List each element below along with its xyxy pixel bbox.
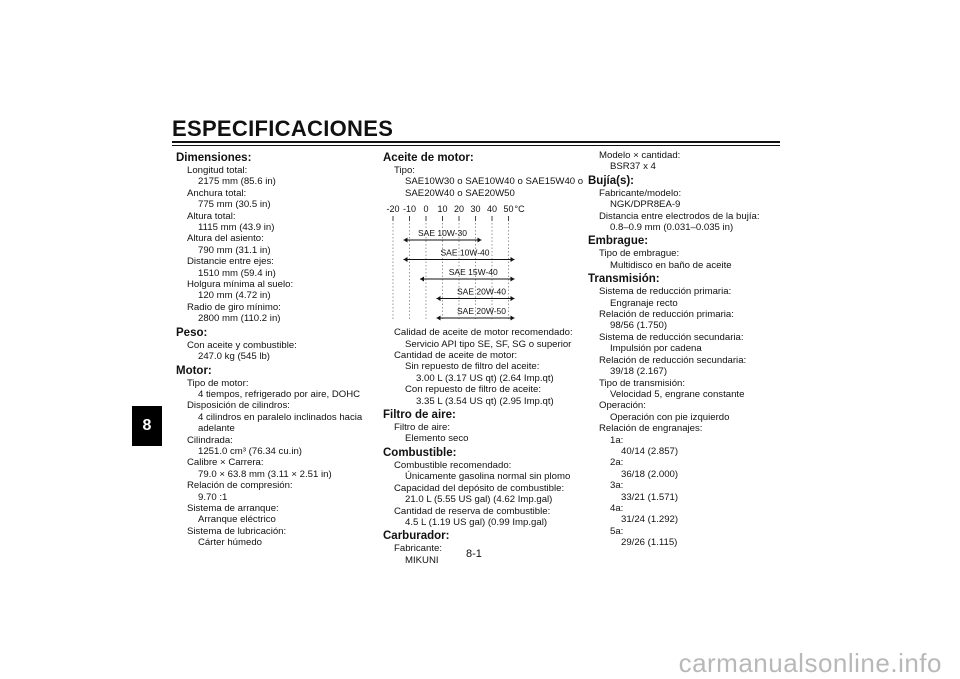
- spec-line: Con repuesto de filtro de aceite:: [405, 384, 541, 396]
- spec-line: Operación:: [599, 400, 646, 412]
- spec-line: 1251.0 cm³ (76.34 cu.in): [198, 445, 302, 457]
- temp-tick-label: 10: [437, 204, 448, 215]
- spec-line: 29/26 (1.115): [621, 537, 678, 549]
- spec-line: 39/18 (2.167): [610, 366, 668, 378]
- section-heading: Dimensiones:: [176, 152, 252, 164]
- spec-line: 247.0 kg (545 lb): [198, 351, 270, 363]
- section-heading: Transmisión:: [588, 273, 660, 286]
- chapter-tab: 8: [132, 406, 162, 446]
- spec-line: BSR37 x 4: [610, 161, 656, 173]
- spec-line: 2175 mm (85.6 in): [198, 176, 276, 188]
- oil-grade-arrow-right: [478, 238, 482, 243]
- spec-line: Tipo de transmisión:: [599, 377, 686, 389]
- spec-line: Relación de compresión:: [187, 480, 293, 492]
- spec-line: Tipo:: [394, 165, 415, 176]
- spec-line: Elemento seco: [405, 433, 469, 445]
- spec-line: 3a:: [610, 480, 624, 492]
- section-heading: Aceite de motor:: [383, 152, 474, 164]
- title-rule-thin: [172, 145, 780, 146]
- spec-line: Tipo de embrague:: [599, 248, 680, 260]
- spec-line: 2a:: [610, 457, 624, 469]
- spec-line: Altura total:: [187, 210, 236, 222]
- spec-line: Con aceite y combustible:: [187, 339, 297, 351]
- section-heading: Bujía(s):: [588, 174, 634, 187]
- spec-line: 4.5 L (1.19 US gal) (0.99 Imp.gal): [405, 516, 548, 528]
- spec-line: Longitud total:: [187, 165, 248, 176]
- spec-line: Multidisco en baño de aceite: [610, 259, 732, 271]
- spec-line: Cantidad de aceite de motor:: [394, 350, 518, 362]
- spec-line: Sistema de lubricación:: [187, 525, 287, 537]
- spec-line: Holgura mínima al suelo:: [187, 279, 294, 291]
- temp-tick-label: -10: [402, 204, 417, 215]
- spec-line: Relación de engranajes:: [599, 423, 703, 435]
- oil-grade-label: SAE 10W-30: [418, 228, 467, 239]
- spec-line: 1510 mm (59.4 in): [198, 267, 276, 279]
- spec-line: 5a:: [610, 525, 624, 537]
- oil-grade-label: SAE 20W-50: [457, 306, 506, 317]
- spec-line: 9.70 :1: [198, 491, 228, 503]
- section-heading: Peso:: [176, 326, 208, 339]
- spec-line: 790 mm (31.1 in): [198, 244, 271, 256]
- spec-line: 98/56 (1.750): [610, 320, 668, 332]
- oil-grade-arrow-left: [404, 257, 408, 262]
- spec-line: MIKUNI: [405, 554, 439, 566]
- oil-grade-arrow-left: [437, 316, 441, 321]
- spec-line: 1115 mm (43.9 in): [198, 222, 275, 234]
- spec-line: 3.35 L (3.54 US qt) (2.95 Imp.qt): [416, 395, 554, 407]
- oil-chart-svg: [383, 202, 563, 324]
- spec-line: 3.00 L (3.17 US qt) (2.64 Imp.qt): [416, 372, 554, 384]
- page-title: ESPECIFICACIONES: [172, 116, 394, 141]
- spec-line: Fabricante:: [394, 543, 442, 555]
- temp-tick-label: 0: [423, 204, 429, 215]
- temp-tick-label: -20: [386, 204, 400, 215]
- spec-line: 33/21 (1.571): [621, 491, 679, 503]
- spec-line: 1a:: [610, 434, 624, 446]
- spec-line: Capacidad del depósito de combustible:: [394, 482, 565, 494]
- spec-line: Radio de giro mínimo:: [187, 301, 281, 313]
- oil-grade-arrow-left: [404, 238, 408, 243]
- oil-grade-label: SAE 10W-40: [440, 247, 490, 258]
- oil-grade-arrow-right: [511, 316, 515, 321]
- section-heading: Embrague:: [588, 235, 649, 248]
- oil-grade-arrow-right: [511, 257, 515, 262]
- oil-grade-label: SAE 15W-40: [448, 267, 498, 278]
- spec-line: Modelo × cantidad:: [599, 150, 681, 161]
- spec-line: SAE20W40 o SAE20W50: [405, 187, 515, 199]
- spec-line: Relación de reducción secundaria:: [599, 354, 747, 366]
- spec-line: 120 mm (4.72 in): [198, 290, 271, 302]
- watermark: carmanualsonline.info: [678, 648, 942, 678]
- spec-line: 2800 mm (110.2 in): [198, 313, 281, 325]
- spec-line: Cárter húmedo: [198, 537, 262, 549]
- column-3: [588, 150, 788, 549]
- section-heading: Filtro de aire:: [383, 409, 456, 422]
- spec-line: 0.8–0.9 mm (0.031–0.035 in): [610, 222, 734, 234]
- spec-line: 4a:: [610, 502, 624, 514]
- spec-line: Calidad de aceite de motor recomendado:: [394, 327, 573, 339]
- oil-grade-arrow-right: [511, 277, 515, 282]
- spec-line: 4 cilindros en paralelo inclinados hacia: [198, 411, 363, 423]
- spec-line: Sistema de reducción primaria:: [599, 286, 732, 298]
- temp-tick-label: 20: [453, 204, 465, 215]
- temp-tick-label: 30: [470, 204, 481, 215]
- spec-line: Cantidad de reserva de combustible:: [394, 505, 551, 517]
- spec-line: Distancie entre ejes:: [187, 256, 274, 268]
- spec-line: Sistema de arranque:: [187, 502, 279, 514]
- oil-grade-arrow-left: [437, 296, 441, 301]
- oil-grade-label: SAE 20W-40: [457, 286, 506, 297]
- spec-line: 21.0 L (5.55 US gal) (4.62 Imp.gal): [405, 494, 553, 506]
- temp-tick-label: 50: [503, 204, 514, 215]
- oil-temperature-chart: [383, 202, 593, 324]
- spec-line: Relación de reducción primaria:: [599, 309, 734, 321]
- spec-line: 40/14 (2.857): [621, 445, 679, 457]
- temp-unit: °C: [514, 204, 525, 215]
- oil-grade-arrow-right: [511, 296, 515, 301]
- title-rule: [172, 141, 780, 143]
- spec-line: Tipo de motor:: [187, 377, 249, 389]
- spec-line: Impulsión por cadena: [610, 343, 702, 355]
- spec-line: 31/24 (1.292): [621, 514, 679, 526]
- spec-line: Calibre × Carrera:: [187, 457, 264, 469]
- section-heading: Carburador:: [383, 530, 450, 543]
- spec-line: Disposición de cilindros:: [187, 400, 290, 412]
- spec-line: Arranque eléctrico: [198, 514, 276, 526]
- spec-line: Fabricante/modelo:: [599, 187, 682, 199]
- spec-line: Engranaje recto: [610, 297, 678, 309]
- spec-line: Servicio API tipo SE, SF, SG o superior: [405, 338, 572, 350]
- spec-line: Combustible recomendado:: [394, 459, 512, 471]
- spec-line: Altura del asiento:: [187, 233, 264, 245]
- column-2: [383, 150, 593, 566]
- spec-line: Únicamente gasolina normal sin plomo: [405, 471, 571, 483]
- spec-line: SAE10W30 o SAE10W40 o SAE15W40 o: [405, 176, 584, 188]
- spec-line: Operación con pie izquierdo: [610, 411, 730, 423]
- section-heading: Motor:: [176, 364, 212, 377]
- spec-line: 775 mm (30.5 in): [198, 199, 271, 211]
- column-1: [176, 150, 376, 549]
- spec-line: adelante: [198, 423, 235, 435]
- spec-line: Distancia entre electrodos de la bujía:: [599, 210, 760, 222]
- spec-line: NGK/DPR8EA-9: [610, 199, 681, 211]
- oil-grade-arrow-left: [420, 277, 424, 282]
- spec-line: 36/18 (2.000): [621, 468, 679, 480]
- temp-tick-label: 40: [486, 204, 498, 215]
- spec-line: Filtro de aire:: [394, 422, 450, 434]
- spec-line: Sistema de reducción secundaria:: [599, 331, 744, 343]
- spec-line: 79.0 × 63.8 mm (3.11 × 2.51 in): [198, 468, 332, 480]
- page-number: 8-1: [466, 548, 482, 560]
- section-heading: Combustible:: [383, 446, 457, 459]
- spec-line: Anchura total:: [187, 187, 247, 199]
- spec-line: Velocidad 5, engrane constante: [610, 388, 745, 400]
- spec-line: 4 tiempos, refrigerado por aire, DOHC: [198, 388, 361, 400]
- spec-line: Cilindrada:: [187, 434, 233, 446]
- spec-line: Sin repuesto de filtro del aceite:: [405, 361, 540, 373]
